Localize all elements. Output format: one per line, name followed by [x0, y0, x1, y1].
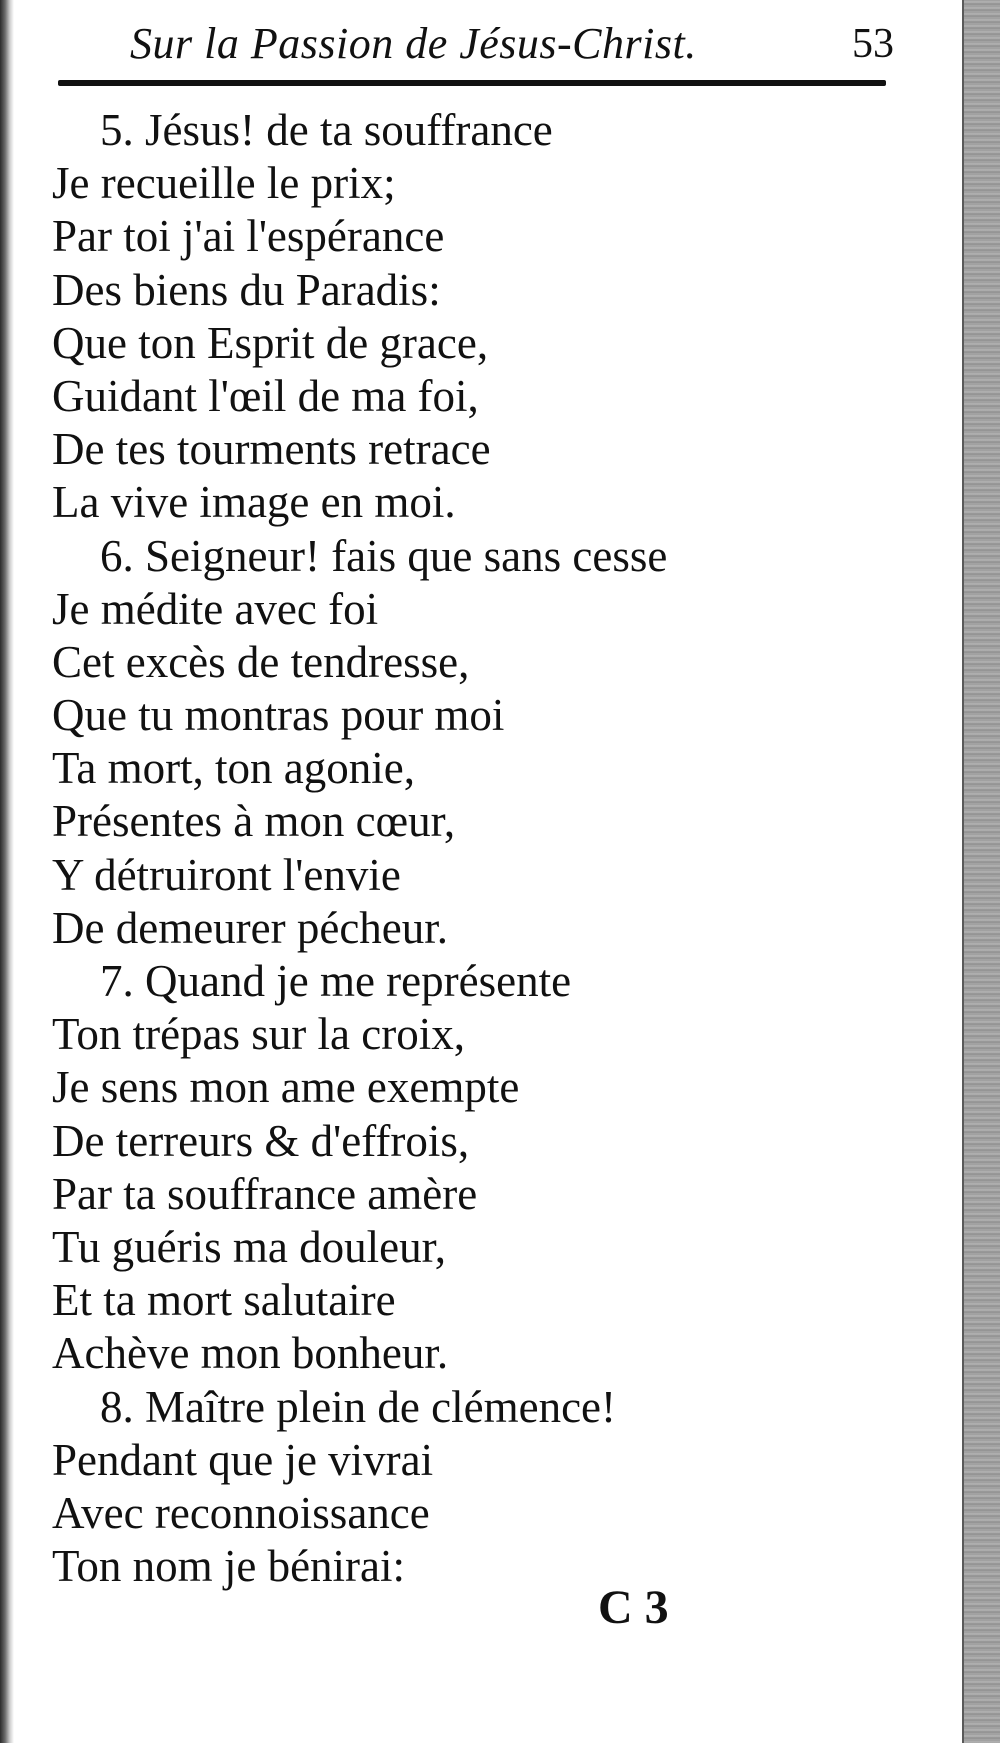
running-title: Sur la Passion de Jésus-Christ.	[130, 19, 697, 68]
verse-line: 6. Seigneur! fais que sans cesse	[100, 530, 668, 581]
verse-line: Et ta mort salutaire	[52, 1275, 396, 1326]
verse-line: Pendant que je vivrai	[52, 1434, 434, 1485]
verse-line: Tu guéris ma douleur,	[52, 1221, 447, 1272]
verse-line: Je sens mon ame exempte	[52, 1062, 520, 1113]
verse-line: De terreurs & d'effrois,	[52, 1115, 470, 1166]
verse-line: 8. Maître plein de clémence!	[100, 1381, 617, 1432]
page-number: 53	[852, 21, 894, 67]
verse-line: De demeurer pécheur.	[52, 902, 449, 953]
page-edge	[962, 0, 1000, 1743]
verse-line: Des biens du Paradis:	[52, 264, 441, 315]
verse-8	[52, 1381, 912, 1594]
verse-line: Que ton Esprit de grace,	[52, 317, 489, 368]
signature-mark: C 3	[598, 1581, 669, 1634]
verse-line: Par toi j'ai l'espérance	[52, 211, 445, 262]
verse-line: Ton trépas sur la croix,	[52, 1009, 465, 1060]
verse-5	[52, 104, 912, 530]
verse-line: La vive image en moi.	[52, 477, 456, 528]
hymn-text	[52, 104, 912, 1593]
verse-line: De tes tourments retrace	[52, 424, 491, 475]
verse-line: Je médite avec foi	[52, 583, 379, 634]
verse-line: Guidant l'œil de ma foi,	[52, 370, 479, 421]
verse-line: Ton nom je bénirai:	[52, 1541, 406, 1592]
verse-line: Avec reconnoissance	[52, 1487, 430, 1538]
binding-edge	[0, 0, 14, 1743]
verse-line: 7. Quand je me représente	[100, 956, 572, 1006]
verse-line: Je recueille le prix;	[52, 158, 396, 209]
verse-line: Y détruiront l'envie	[52, 849, 401, 900]
verse-line: Ta mort, ton agonie,	[52, 743, 416, 794]
verse-line: Par ta souffrance amère	[52, 1168, 478, 1219]
verse-6	[52, 530, 912, 956]
verse-7	[52, 955, 912, 1381]
header-rule	[58, 80, 886, 86]
verse-line: Présentes à mon cœur,	[52, 796, 456, 847]
verse-line: 5. Jésus! de ta souffrance	[100, 105, 553, 155]
verse-line: Cet excès de tendresse,	[52, 636, 470, 687]
verse-line: Que tu montras pour moi	[52, 690, 505, 741]
verse-line: Achève mon bonheur.	[52, 1328, 449, 1379]
